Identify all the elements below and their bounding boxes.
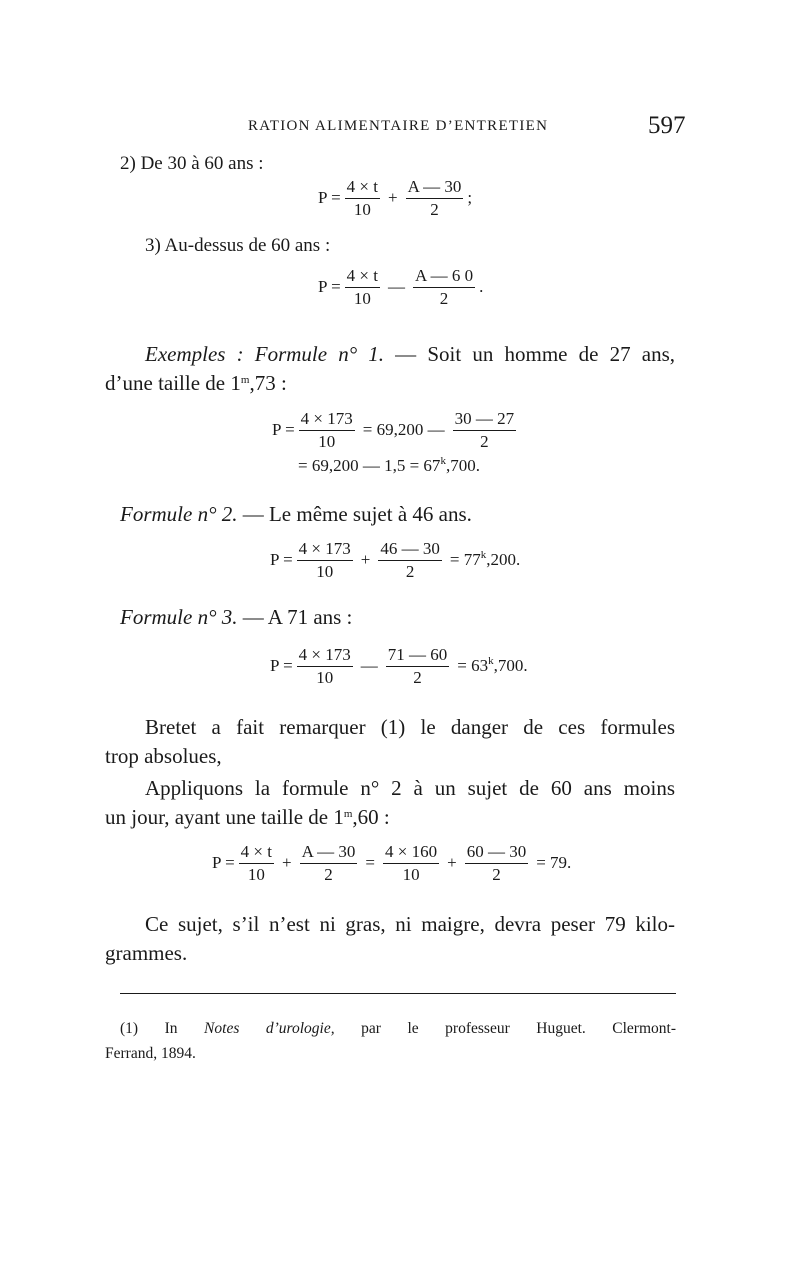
fraction: [297, 646, 353, 687]
unit-sup: m: [343, 808, 353, 820]
denominator: 10: [318, 431, 336, 451]
denominator: 2: [480, 431, 489, 451]
operator: —: [360, 656, 378, 676]
denominator: 10: [353, 288, 371, 308]
footnote-text: par le professeur Huguet. Clermont-: [334, 1020, 676, 1037]
fraction: [300, 843, 358, 884]
fraction: [453, 410, 517, 451]
numerator: A — 6 0: [413, 267, 475, 288]
denominator: 10: [247, 864, 265, 884]
formula-3-heading-rest: — A 71 ans :: [237, 605, 353, 629]
numerator: 4 × t: [345, 178, 380, 199]
denominator: 10: [402, 864, 420, 884]
formula-age-over-60: [318, 267, 483, 308]
footnote-marker: (1) In: [120, 1020, 205, 1037]
operator: +: [387, 188, 398, 208]
fraction: [383, 843, 439, 884]
age-over-60-label: 3) Au-dessus de 60 ans :: [145, 235, 331, 256]
examples-intro: [145, 342, 675, 367]
numerator: 4 × 160: [383, 843, 439, 864]
application-paragraph-line-1: Appliquons la formule n° 2 à un sujet de 60 ans moins: [145, 776, 675, 800]
fraction: [299, 410, 355, 451]
application-paragraph-line-2: [105, 805, 635, 830]
result-text: = 63: [457, 656, 489, 676]
unit-sup: k: [440, 455, 446, 467]
operator: +: [360, 550, 371, 570]
formula-lhs: P =: [318, 277, 341, 297]
formula-lhs: P =: [270, 550, 293, 570]
result: [457, 656, 527, 676]
numerator: 4 × 173: [299, 410, 355, 431]
examples-intro-italic: Exemples : Formule n° 1.: [145, 342, 385, 366]
fraction: [465, 843, 529, 884]
unit-sup: m: [240, 374, 250, 386]
bretet-paragraph-line-1: Bretet a fait remarquer (1) le danger de ces formules: [145, 715, 675, 739]
result-text-end: ,200.: [486, 550, 521, 570]
denominator: 10: [316, 667, 334, 687]
formula-lhs: P =: [212, 853, 235, 873]
numerator: 4 × t: [239, 843, 274, 864]
operator: +: [447, 853, 457, 873]
denominator: 10: [353, 199, 371, 219]
operator: +: [281, 853, 292, 873]
formula-lhs: P =: [272, 420, 295, 440]
numerator: A — 30: [406, 178, 464, 199]
fraction: [413, 267, 475, 308]
running-title: RATION ALIMENTAIRE D’ENTRETIEN: [248, 118, 549, 134]
example-4-formula: [212, 843, 575, 884]
intro-line2-text-end: ,73 :: [249, 371, 287, 395]
equals: =: [365, 853, 376, 873]
result-text-end: ,700.: [493, 656, 528, 676]
numerator: 4 × t: [345, 267, 380, 288]
application-line2-text-end: ,60 :: [352, 805, 390, 829]
footnote-line-1: [120, 1020, 676, 1038]
footnote-separator: [120, 993, 676, 994]
numerator: 4 × 173: [297, 646, 353, 667]
formula-age-30-60: [318, 178, 472, 219]
denominator: 2: [430, 199, 439, 219]
conclusion-line-2: grammes.: [105, 941, 188, 965]
fraction: [239, 843, 274, 884]
numerator: 71 — 60: [386, 646, 450, 667]
formula-3-heading: [120, 605, 650, 630]
operator: —: [387, 277, 405, 297]
numerator: A — 30: [300, 843, 358, 864]
formula-end: ;: [467, 188, 473, 208]
examples-intro-rest: — Soit un homme de 27 ans,: [384, 342, 675, 366]
denominator: 10: [316, 561, 334, 581]
bretet-paragraph-line-2: trop absolues,: [105, 744, 222, 768]
denominator: 2: [439, 288, 449, 308]
denominator: 2: [413, 667, 422, 687]
fraction: [345, 267, 380, 308]
numerator: 46 — 30: [378, 540, 442, 561]
example-1-continuation: [298, 456, 480, 476]
example-3-formula: [270, 646, 532, 687]
formula-end: .: [479, 277, 484, 297]
example-2-formula: [270, 540, 524, 581]
unit-sup: k: [480, 549, 487, 562]
intro-line2-text: d’une taille de 1: [105, 371, 241, 395]
fraction: [345, 178, 380, 219]
continuation-text-end: ,700.: [445, 456, 480, 475]
result-text: = 77: [449, 550, 481, 570]
application-line2-text: un jour, ayant une taille de 1: [105, 805, 344, 829]
result: [450, 550, 520, 570]
formula-3-heading-italic: Formule n° 3.: [120, 605, 238, 629]
conclusion-line-1: Ce sujet, s’il n’est ni gras, ni maigre, devra peser 79 kilo-: [145, 912, 675, 936]
continuation-text: = 69,200 — 1,5 = 67: [298, 456, 441, 475]
formula-2-heading: [120, 502, 650, 527]
page-number: 597: [648, 112, 686, 139]
formula-2-heading-italic: Formule n° 2.: [120, 502, 238, 526]
result: = 79.: [536, 853, 572, 873]
unit-sup: k: [488, 655, 494, 668]
formula-lhs: P =: [318, 188, 341, 208]
numerator: 30 — 27: [453, 410, 517, 431]
fraction: [386, 646, 450, 687]
operator: = 69,200 —: [362, 420, 445, 440]
numerator: 60 — 30: [465, 843, 529, 864]
denominator: 2: [324, 864, 333, 884]
footnote-line-2: Ferrand, 1894.: [105, 1045, 196, 1062]
fraction: [406, 178, 464, 219]
examples-intro-line2: [105, 371, 635, 396]
numerator: 4 × 173: [297, 540, 353, 561]
formula-2-heading-rest: — Le même sujet à 46 ans.: [237, 502, 472, 526]
age-30-60-label: 2) De 30 à 60 ans :: [120, 153, 264, 174]
formula-lhs: P =: [270, 656, 293, 676]
example-1-formula: [272, 410, 520, 451]
fraction: [297, 540, 353, 581]
denominator: 2: [405, 561, 415, 581]
footnote-source: Notes d’urologie,: [204, 1020, 335, 1037]
fraction: [378, 540, 442, 581]
denominator: 2: [492, 864, 501, 884]
